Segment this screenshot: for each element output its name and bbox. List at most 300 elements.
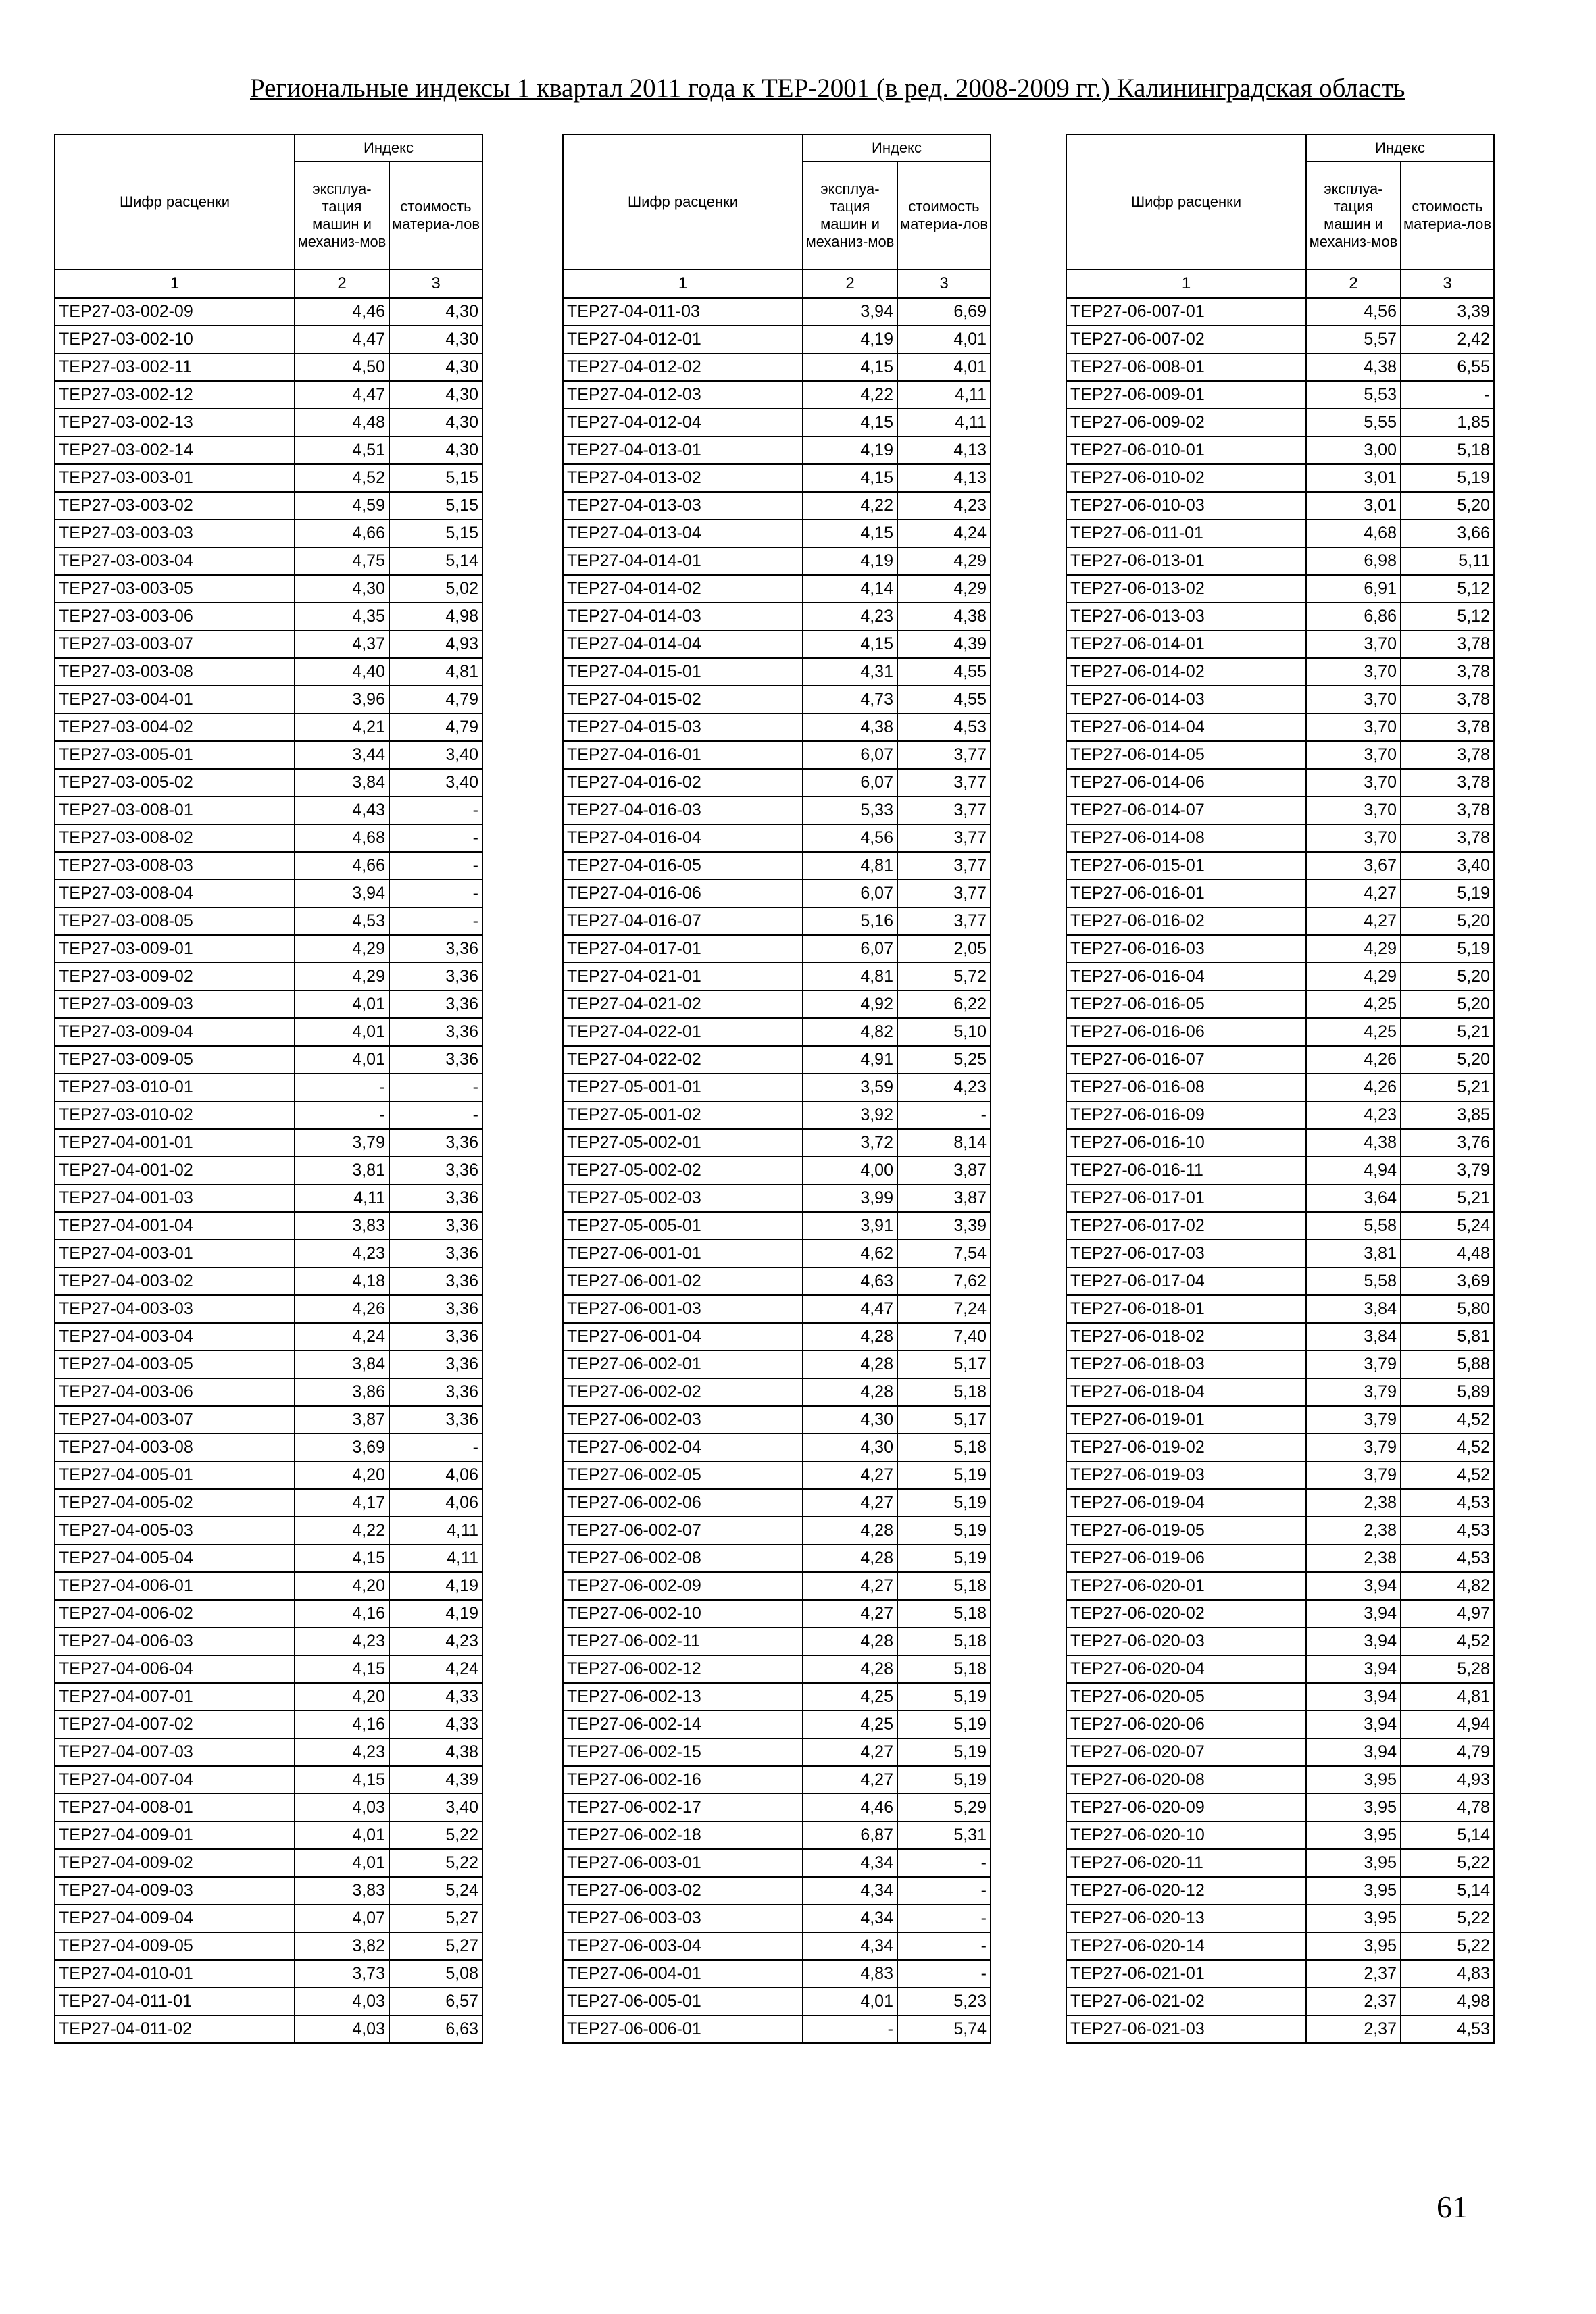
material-index-cell: 5,18: [1401, 436, 1494, 464]
machine-index-cell: 4,25: [803, 1711, 897, 1738]
machine-index-cell: 4,56: [1306, 298, 1401, 326]
material-index-cell: 5,12: [1401, 603, 1494, 630]
machine-index-cell: 3,94: [1306, 1711, 1401, 1738]
table-row: [1066, 797, 1494, 824]
table-row: [55, 326, 482, 353]
material-index-cell: 3,36: [389, 963, 482, 990]
material-index-cell: 5,18: [897, 1655, 991, 1683]
rate-code-cell: ТЕР27-04-005-04: [55, 1544, 295, 1572]
table-row: [1066, 2015, 1494, 2043]
table-row: [55, 1018, 482, 1046]
material-index-cell: 4,78: [1401, 1794, 1494, 1821]
header-materials: стоимость материа-лов: [389, 161, 482, 270]
material-index-cell: 5,18: [897, 1600, 991, 1628]
machine-index-cell: 3,95: [1306, 1905, 1401, 1932]
machine-index-cell: 3,96: [295, 686, 389, 713]
rate-code-cell: ТЕР27-06-020-09: [1066, 1794, 1306, 1821]
rate-code-cell: ТЕР27-04-005-03: [55, 1517, 295, 1544]
machine-index-cell: 2,38: [1306, 1544, 1401, 1572]
rate-code-cell: ТЕР27-06-001-04: [563, 1323, 803, 1351]
rate-code-cell: ТЕР27-06-014-01: [1066, 630, 1306, 658]
rate-code-cell: ТЕР27-06-020-05: [1066, 1683, 1306, 1711]
machine-index-cell: 4,62: [803, 1240, 897, 1267]
table-row: [55, 769, 482, 797]
machine-index-cell: 3,70: [1306, 658, 1401, 686]
machine-index-cell: 4,81: [803, 963, 897, 990]
header-col-number: 2: [1306, 270, 1401, 298]
machine-index-cell: 4,91: [803, 1046, 897, 1074]
material-index-cell: -: [897, 1932, 991, 1960]
machine-index-cell: 3,84: [1306, 1323, 1401, 1351]
rate-code-cell: ТЕР27-06-003-04: [563, 1932, 803, 1960]
material-index-cell: -: [897, 1905, 991, 1932]
rate-code-cell: ТЕР27-06-013-02: [1066, 575, 1306, 603]
material-index-cell: 4,81: [1401, 1683, 1494, 1711]
rate-code-cell: ТЕР27-04-013-01: [563, 436, 803, 464]
material-index-cell: 3,36: [389, 1323, 482, 1351]
machine-index-cell: 4,27: [803, 1572, 897, 1600]
material-index-cell: 4,39: [389, 1766, 482, 1794]
material-index-cell: -: [897, 1960, 991, 1988]
machine-index-cell: 6,87: [803, 1821, 897, 1849]
machine-index-cell: 4,19: [803, 547, 897, 575]
machine-index-cell: 4,66: [295, 852, 389, 880]
rate-code-cell: ТЕР27-06-002-15: [563, 1738, 803, 1766]
rate-code-cell: ТЕР27-04-012-03: [563, 381, 803, 409]
machine-index-cell: 4,34: [803, 1877, 897, 1905]
material-index-cell: 5,20: [1401, 1046, 1494, 1074]
rate-code-cell: ТЕР27-04-001-01: [55, 1129, 295, 1157]
machine-index-cell: 4,40: [295, 658, 389, 686]
header-col-number: 1: [1066, 270, 1306, 298]
rate-code-cell: ТЕР27-06-014-08: [1066, 824, 1306, 852]
material-index-cell: 5,14: [389, 547, 482, 575]
table-row: [1066, 1932, 1494, 1960]
machine-index-cell: 4,23: [295, 1240, 389, 1267]
machine-index-cell: 4,23: [803, 603, 897, 630]
rate-code-cell: ТЕР27-06-020-14: [1066, 1932, 1306, 1960]
rate-code-cell: ТЕР27-06-004-01: [563, 1960, 803, 1988]
material-index-cell: 4,06: [389, 1489, 482, 1517]
rate-code-cell: ТЕР27-06-020-12: [1066, 1877, 1306, 1905]
table-row: [1066, 575, 1494, 603]
material-index-cell: 5,02: [389, 575, 482, 603]
table-row: [55, 741, 482, 769]
material-index-cell: 5,19: [897, 1711, 991, 1738]
material-index-cell: 5,22: [1401, 1905, 1494, 1932]
material-index-cell: 3,77: [897, 824, 991, 852]
table-row: [1066, 963, 1494, 990]
material-index-cell: 4,33: [389, 1683, 482, 1711]
table-row: [55, 1046, 482, 1074]
table-row: [563, 658, 991, 686]
rate-code-cell: ТЕР27-04-003-07: [55, 1406, 295, 1434]
material-index-cell: 3,77: [897, 852, 991, 880]
machine-index-cell: 4,19: [803, 326, 897, 353]
rate-code-cell: ТЕР27-06-016-09: [1066, 1101, 1306, 1129]
rate-code-cell: ТЕР27-06-019-05: [1066, 1517, 1306, 1544]
rate-code-cell: ТЕР27-04-011-02: [55, 2015, 295, 2043]
material-index-cell: 5,12: [1401, 575, 1494, 603]
table-row: [563, 1240, 991, 1267]
rate-code-cell: ТЕР27-06-020-04: [1066, 1655, 1306, 1683]
machine-index-cell: 3,79: [1306, 1406, 1401, 1434]
rate-code-cell: ТЕР27-06-019-06: [1066, 1544, 1306, 1572]
table-row: [55, 409, 482, 436]
machine-index-cell: 4,28: [803, 1628, 897, 1655]
table-row: [563, 1046, 991, 1074]
machine-index-cell: 4,22: [803, 492, 897, 520]
machine-index-cell: 4,14: [803, 575, 897, 603]
table-row: [1066, 1406, 1494, 1434]
machine-index-cell: 3,79: [295, 1129, 389, 1157]
rate-code-cell: ТЕР27-06-020-11: [1066, 1849, 1306, 1877]
material-index-cell: 4,06: [389, 1461, 482, 1489]
table-row: [55, 1323, 482, 1351]
material-index-cell: 4,38: [897, 603, 991, 630]
table-row: [1066, 381, 1494, 409]
material-index-cell: 3,36: [389, 1351, 482, 1378]
table-row: [55, 1406, 482, 1434]
header-col-number: 3: [1401, 270, 1494, 298]
material-index-cell: 5,19: [897, 1738, 991, 1766]
table-row: [55, 520, 482, 547]
material-index-cell: 4,52: [1401, 1406, 1494, 1434]
rate-code-cell: ТЕР27-04-013-02: [563, 464, 803, 492]
material-index-cell: 4,53: [1401, 1489, 1494, 1517]
table-row: [55, 1378, 482, 1406]
header-col-number: 3: [389, 270, 482, 298]
material-index-cell: 4,98: [1401, 1988, 1494, 2015]
rate-code-cell: ТЕР27-04-003-02: [55, 1267, 295, 1295]
machine-index-cell: 4,28: [803, 1351, 897, 1378]
rate-code-cell: ТЕР27-04-009-02: [55, 1849, 295, 1877]
machine-index-cell: 4,27: [1306, 880, 1401, 907]
rate-code-cell: ТЕР27-03-009-02: [55, 963, 295, 990]
machine-index-cell: 4,03: [295, 1794, 389, 1821]
table-row: [55, 852, 482, 880]
rate-code-cell: ТЕР27-06-016-05: [1066, 990, 1306, 1018]
rate-code-cell: ТЕР27-06-016-01: [1066, 880, 1306, 907]
table-row: [55, 990, 482, 1018]
rate-code-cell: ТЕР27-03-009-04: [55, 1018, 295, 1046]
material-index-cell: 3,76: [1401, 1129, 1494, 1157]
rate-code-cell: ТЕР27-06-014-02: [1066, 658, 1306, 686]
machine-index-cell: 5,53: [1306, 381, 1401, 409]
material-index-cell: 5,74: [897, 2015, 991, 2043]
material-index-cell: 3,36: [389, 1240, 482, 1267]
material-index-cell: 3,77: [897, 797, 991, 824]
table-row: [563, 1600, 991, 1628]
machine-index-cell: 4,23: [1306, 1101, 1401, 1129]
machine-index-cell: 4,46: [295, 298, 389, 326]
rate-code-cell: ТЕР27-03-002-11: [55, 353, 295, 381]
table-row: [1066, 1157, 1494, 1184]
material-index-cell: 4,30: [389, 436, 482, 464]
header-code: Шифр расценки: [55, 134, 295, 270]
rate-code-cell: ТЕР27-03-004-01: [55, 686, 295, 713]
rate-code-cell: ТЕР27-04-009-05: [55, 1932, 295, 1960]
rate-code-cell: ТЕР27-04-001-02: [55, 1157, 295, 1184]
table-row: [563, 492, 991, 520]
rate-code-cell: ТЕР27-06-001-01: [563, 1240, 803, 1267]
material-index-cell: 4,82: [1401, 1572, 1494, 1600]
table-row: [563, 1489, 991, 1517]
table-row: [1066, 326, 1494, 353]
material-index-cell: 4,53: [1401, 1544, 1494, 1572]
machine-index-cell: 4,01: [295, 990, 389, 1018]
material-index-cell: 3,36: [389, 1157, 482, 1184]
rate-code-cell: ТЕР27-06-020-03: [1066, 1628, 1306, 1655]
table-row: [1066, 1267, 1494, 1295]
header-exploitation: эксплуа-тация машин и механиз-мов: [803, 161, 897, 270]
material-index-cell: 6,22: [897, 990, 991, 1018]
machine-index-cell: 2,38: [1306, 1489, 1401, 1517]
rate-code-cell: ТЕР27-05-002-03: [563, 1184, 803, 1212]
material-index-cell: 5,11: [1401, 547, 1494, 575]
table-row: [563, 963, 991, 990]
material-index-cell: 4,01: [897, 326, 991, 353]
rate-code-cell: ТЕР27-06-020-07: [1066, 1738, 1306, 1766]
table-row: [1066, 1960, 1494, 1988]
rate-code-cell: ТЕР27-06-014-04: [1066, 713, 1306, 741]
rate-code-cell: ТЕР27-06-021-02: [1066, 1988, 1306, 2015]
machine-index-cell: 4,29: [1306, 963, 1401, 990]
rate-code-cell: ТЕР27-06-009-02: [1066, 409, 1306, 436]
material-index-cell: 4,48: [1401, 1240, 1494, 1267]
machine-index-cell: 4,20: [295, 1461, 389, 1489]
table-row: [1066, 1628, 1494, 1655]
machine-index-cell: 4,01: [803, 1988, 897, 2015]
machine-index-cell: 4,51: [295, 436, 389, 464]
material-index-cell: 3,78: [1401, 658, 1494, 686]
rate-code-cell: ТЕР27-06-002-11: [563, 1628, 803, 1655]
rate-code-cell: ТЕР27-04-003-05: [55, 1351, 295, 1378]
table-row: [563, 907, 991, 935]
rate-code-cell: ТЕР27-06-002-08: [563, 1544, 803, 1572]
machine-index-cell: 3,95: [1306, 1821, 1401, 1849]
machine-index-cell: 4,92: [803, 990, 897, 1018]
machine-index-cell: 4,52: [295, 464, 389, 492]
rate-code-cell: ТЕР27-06-002-17: [563, 1794, 803, 1821]
machine-index-cell: 4,30: [803, 1434, 897, 1461]
machine-index-cell: 4,59: [295, 492, 389, 520]
table-row: [55, 1683, 482, 1711]
machine-index-cell: 4,03: [295, 2015, 389, 2043]
table-row: [55, 464, 482, 492]
table-row: [55, 1129, 482, 1157]
material-index-cell: 3,36: [389, 1046, 482, 1074]
table-row: [563, 1821, 991, 1849]
table-row: [1066, 1849, 1494, 1877]
material-index-cell: 5,80: [1401, 1295, 1494, 1323]
machine-index-cell: 4,22: [295, 1517, 389, 1544]
machine-index-cell: 3,94: [1306, 1572, 1401, 1600]
table-row: [55, 1960, 482, 1988]
table-row: [1066, 1794, 1494, 1821]
machine-index-cell: 3,79: [1306, 1378, 1401, 1406]
rate-code-cell: ТЕР27-06-016-06: [1066, 1018, 1306, 1046]
table-row: [55, 713, 482, 741]
machine-index-cell: 4,21: [295, 713, 389, 741]
table-row: [563, 2015, 991, 2043]
table-row: [563, 409, 991, 436]
table-row: [55, 1351, 482, 1378]
machine-index-cell: 3,95: [1306, 1932, 1401, 1960]
machine-index-cell: 2,37: [1306, 1988, 1401, 2015]
table-row: [1066, 990, 1494, 1018]
rate-code-cell: ТЕР27-06-005-01: [563, 1988, 803, 2015]
rate-code-cell: ТЕР27-03-002-12: [55, 381, 295, 409]
header-code: Шифр расценки: [563, 134, 803, 270]
machine-index-cell: 4,20: [295, 1572, 389, 1600]
table-row: [1066, 1101, 1494, 1129]
material-index-cell: 5,19: [897, 1766, 991, 1794]
machine-index-cell: 3,94: [803, 298, 897, 326]
material-index-cell: 4,53: [897, 713, 991, 741]
rate-code-cell: ТЕР27-03-003-06: [55, 603, 295, 630]
rate-code-cell: ТЕР27-06-018-01: [1066, 1295, 1306, 1323]
material-index-cell: 5,19: [897, 1683, 991, 1711]
material-index-cell: 5,18: [897, 1572, 991, 1600]
rate-code-cell: ТЕР27-06-020-13: [1066, 1905, 1306, 1932]
machine-index-cell: 4,37: [295, 630, 389, 658]
machine-index-cell: 3,94: [1306, 1655, 1401, 1683]
rate-code-cell: ТЕР27-06-017-03: [1066, 1240, 1306, 1267]
table-row: [55, 1600, 482, 1628]
table-row: [1066, 769, 1494, 797]
machine-index-cell: 4,50: [295, 353, 389, 381]
machine-index-cell: 4,53: [295, 907, 389, 935]
machine-index-cell: 4,35: [295, 603, 389, 630]
rate-code-cell: ТЕР27-06-014-05: [1066, 741, 1306, 769]
machine-index-cell: 5,57: [1306, 326, 1401, 353]
material-index-cell: 4,79: [389, 713, 482, 741]
machine-index-cell: 4,56: [803, 824, 897, 852]
material-index-cell: 3,77: [897, 907, 991, 935]
material-index-cell: 3,66: [1401, 520, 1494, 547]
table-row: [563, 1849, 991, 1877]
rate-code-cell: ТЕР27-06-021-03: [1066, 2015, 1306, 2043]
material-index-cell: -: [389, 797, 482, 824]
material-index-cell: 3,36: [389, 990, 482, 1018]
material-index-cell: -: [389, 907, 482, 935]
rate-code-cell: ТЕР27-06-002-18: [563, 1821, 803, 1849]
machine-index-cell: 3,94: [1306, 1600, 1401, 1628]
table-row: [1066, 1074, 1494, 1101]
table-row: [55, 1794, 482, 1821]
material-index-cell: 5,29: [897, 1794, 991, 1821]
machine-index-cell: 3,70: [1306, 797, 1401, 824]
rate-code-cell: ТЕР27-06-020-10: [1066, 1821, 1306, 1849]
rate-code-cell: ТЕР27-06-020-02: [1066, 1600, 1306, 1628]
rate-code-cell: ТЕР27-06-001-03: [563, 1295, 803, 1323]
machine-index-cell: 4,20: [295, 1683, 389, 1711]
table-row: [563, 1655, 991, 1683]
table-row: [55, 1821, 482, 1849]
material-index-cell: 5,19: [897, 1489, 991, 1517]
table-row: [563, 1267, 991, 1295]
material-index-cell: -: [389, 824, 482, 852]
rate-code-cell: ТЕР27-06-016-11: [1066, 1157, 1306, 1184]
machine-index-cell: 3,70: [1306, 824, 1401, 852]
machine-index-cell: 4,15: [803, 409, 897, 436]
rate-code-cell: ТЕР27-06-019-04: [1066, 1489, 1306, 1517]
material-index-cell: 5,17: [897, 1351, 991, 1378]
material-index-cell: 5,24: [389, 1877, 482, 1905]
material-index-cell: 4,30: [389, 381, 482, 409]
rate-code-cell: ТЕР27-04-007-03: [55, 1738, 295, 1766]
rate-code-cell: ТЕР27-06-019-03: [1066, 1461, 1306, 1489]
material-index-cell: 5,19: [1401, 935, 1494, 963]
table-row: [563, 603, 991, 630]
material-index-cell: -: [389, 880, 482, 907]
material-index-cell: -: [897, 1849, 991, 1877]
rate-code-cell: ТЕР27-06-013-01: [1066, 547, 1306, 575]
rate-code-cell: ТЕР27-03-002-14: [55, 436, 295, 464]
material-index-cell: 6,63: [389, 2015, 482, 2043]
material-index-cell: 7,40: [897, 1323, 991, 1351]
rate-code-cell: ТЕР27-04-008-01: [55, 1794, 295, 1821]
table-row: [563, 1461, 991, 1489]
machine-index-cell: 3,70: [1306, 713, 1401, 741]
table-row: [563, 1794, 991, 1821]
machine-index-cell: 3,01: [1306, 464, 1401, 492]
rate-code-cell: ТЕР27-05-002-01: [563, 1129, 803, 1157]
material-index-cell: 5,15: [389, 492, 482, 520]
machine-index-cell: 6,07: [803, 741, 897, 769]
machine-index-cell: 3,72: [803, 1129, 897, 1157]
table-row: [563, 1877, 991, 1905]
material-index-cell: 3,77: [897, 741, 991, 769]
rate-code-cell: ТЕР27-06-010-01: [1066, 436, 1306, 464]
rate-code-cell: ТЕР27-03-003-04: [55, 547, 295, 575]
table-row: [563, 1544, 991, 1572]
header-index: Индекс: [803, 134, 991, 161]
rate-code-cell: ТЕР27-06-020-06: [1066, 1711, 1306, 1738]
table-row: [55, 1572, 482, 1600]
machine-index-cell: 3,59: [803, 1074, 897, 1101]
rate-code-cell: ТЕР27-03-008-05: [55, 907, 295, 935]
machine-index-cell: 4,15: [295, 1766, 389, 1794]
rate-code-cell: ТЕР27-04-003-03: [55, 1295, 295, 1323]
material-index-cell: 4,53: [1401, 1517, 1494, 1544]
machine-index-cell: 4,48: [295, 409, 389, 436]
machine-index-cell: 4,83: [803, 1960, 897, 1988]
material-index-cell: 3,78: [1401, 686, 1494, 713]
rate-code-cell: ТЕР27-04-016-03: [563, 797, 803, 824]
rate-code-cell: ТЕР27-06-002-05: [563, 1461, 803, 1489]
table-row: [563, 298, 991, 326]
machine-index-cell: 3,84: [1306, 1295, 1401, 1323]
machine-index-cell: 2,38: [1306, 1517, 1401, 1544]
machine-index-cell: 3,87: [295, 1406, 389, 1434]
machine-index-cell: 3,69: [295, 1434, 389, 1461]
machine-index-cell: 4,75: [295, 547, 389, 575]
machine-index-cell: 3,67: [1306, 852, 1401, 880]
table-row: [1066, 1434, 1494, 1461]
material-index-cell: 5,19: [897, 1461, 991, 1489]
machine-index-cell: 4,47: [295, 381, 389, 409]
material-index-cell: 4,94: [1401, 1711, 1494, 1738]
table-row: [1066, 1655, 1494, 1683]
machine-index-cell: 3,81: [295, 1157, 389, 1184]
rate-code-cell: ТЕР27-04-016-05: [563, 852, 803, 880]
table-row: [563, 1683, 991, 1711]
machine-index-cell: 4,68: [295, 824, 389, 852]
rate-code-cell: ТЕР27-06-016-02: [1066, 907, 1306, 935]
material-index-cell: 5,22: [389, 1849, 482, 1877]
